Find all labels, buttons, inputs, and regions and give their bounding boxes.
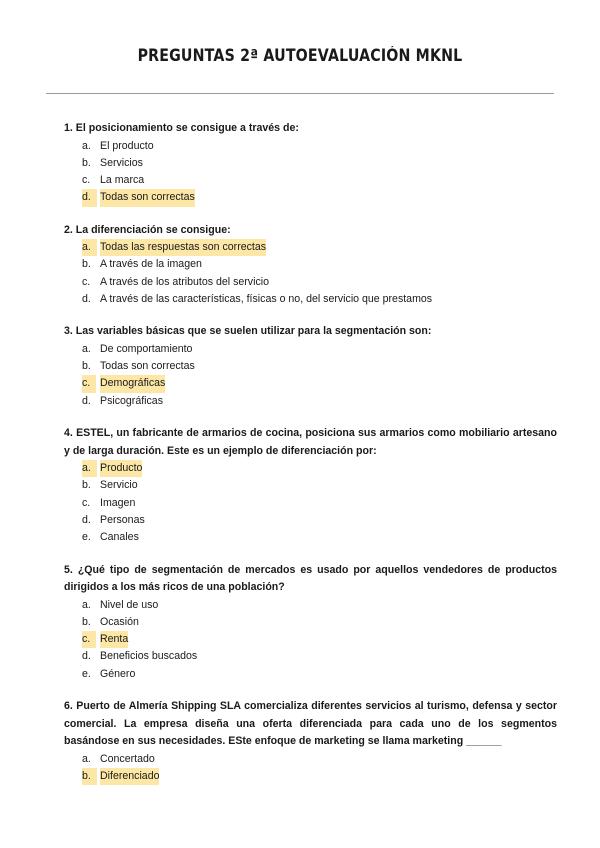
option-letter: b.: [82, 156, 91, 169]
question-text: 4. ESTEL, un fabricante de armarios de cocina, posiciona sus armarios como mobiliario artesano y de larga duración. Este es un ejemplo de diferenciación por:: [64, 427, 557, 457]
option-text: El producto: [100, 139, 154, 152]
option-a: [64, 460, 557, 477]
option-text: De comportamiento: [100, 342, 193, 355]
option-b: [64, 358, 557, 375]
option-e: [64, 529, 557, 546]
option-text: Personas: [100, 513, 145, 526]
question-list: [64, 120, 557, 800]
option-letter: d.: [82, 293, 91, 306]
option-text: Psicográficas: [100, 394, 163, 407]
question-text: 2. La diferenciación se consigue:: [64, 223, 231, 236]
option-letter: e.: [82, 667, 91, 680]
option-letter: c.: [82, 496, 91, 509]
option-e: [64, 666, 557, 683]
option-b: [64, 256, 557, 273]
option-letter: a.: [82, 342, 91, 355]
option-text: Ocasión: [100, 615, 139, 628]
option-text: Demográficas: [100, 375, 165, 392]
option-b: [64, 614, 557, 631]
option-d: [64, 648, 557, 665]
option-list: [64, 239, 557, 308]
option-letter: d.: [82, 394, 91, 407]
option-text: Todas son correctas: [100, 189, 195, 206]
option-b: [64, 768, 557, 785]
option-text: Servicios: [100, 156, 143, 169]
option-text: Todas las respuestas son correctas: [100, 239, 266, 256]
question-4: [64, 425, 557, 546]
option-a: [64, 138, 557, 155]
option-letter: a.: [82, 752, 91, 765]
option-c: [64, 375, 557, 392]
option-text: Diferenciado: [100, 768, 159, 785]
option-b: [64, 155, 557, 172]
option-text: A través de la imagen: [100, 258, 202, 271]
option-letter: d.: [82, 650, 91, 663]
option-letter: b.: [82, 479, 91, 492]
question-text: 6. Puerto de Almería Shipping SLA comercializa diferentes servicios al turismo, defensa y sector comercial. La empresa diseña una oferta diferenciada para cada uno de los segmentos basándose en sus necesidades. ESte enfoque de marketing se llama marketing ______: [64, 700, 557, 748]
option-letter: c.: [82, 375, 96, 392]
option-text: Canales: [100, 531, 139, 544]
option-letter: a.: [82, 239, 97, 256]
option-text: A través de los atributos del servicio: [100, 275, 269, 288]
option-list: [64, 138, 557, 207]
question-3: [64, 323, 557, 410]
option-letter: a.: [82, 460, 97, 477]
option-letter: c.: [82, 275, 91, 288]
option-list: [64, 341, 557, 410]
option-list: [64, 751, 557, 786]
option-a: [64, 341, 557, 358]
title-divider: [46, 93, 554, 94]
option-text: La marca: [100, 174, 145, 187]
option-letter: c.: [82, 631, 96, 648]
option-list: [64, 460, 557, 546]
option-letter: b.: [82, 258, 91, 271]
question-6: [64, 698, 557, 785]
option-c: [64, 274, 557, 291]
question-2: [64, 222, 557, 309]
option-list: [64, 597, 557, 683]
page-title: PREGUNTAS 2ª AUTOEVALUACIÓN MKNL: [137, 46, 463, 65]
option-a: [64, 597, 557, 614]
option-text: A través de las características, físicas o no, del servicio que prestamos: [100, 293, 433, 306]
option-text: Renta: [100, 631, 128, 648]
option-letter: e.: [82, 531, 91, 544]
option-letter: a.: [82, 598, 91, 611]
option-d: [64, 189, 557, 206]
question-text: 1. El posicionamiento se consigue a través de:: [64, 122, 299, 134]
option-text: Servicio: [100, 479, 138, 492]
option-text: Género: [100, 667, 136, 680]
option-text: Nivel de uso: [100, 598, 159, 611]
option-letter: d.: [82, 189, 97, 206]
option-d: [64, 291, 557, 308]
option-letter: a.: [82, 139, 91, 152]
option-text: Concertado: [100, 752, 155, 765]
option-text: Imagen: [100, 496, 136, 509]
option-letter: b.: [82, 360, 91, 373]
option-c: [64, 172, 557, 189]
question-text: 3. Las variables básicas que se suelen utilizar para la segmentación son:: [64, 325, 432, 338]
option-a: [64, 239, 557, 256]
option-letter: b.: [82, 768, 97, 785]
question-text: 5. ¿Qué tipo de segmentación de mercados es usado por aquellos vendedores de productos dirigidos a los más ricos de una población?: [64, 563, 557, 594]
option-b: [64, 477, 557, 494]
option-c: [64, 631, 557, 648]
option-text: Producto: [100, 460, 142, 477]
question-1: [64, 120, 557, 207]
option-a: [64, 751, 557, 768]
option-text: Beneficios buscados: [100, 650, 198, 663]
option-letter: c.: [82, 174, 91, 187]
option-c: [64, 495, 557, 512]
option-text: Todas son correctas: [100, 360, 195, 373]
option-d: [64, 393, 557, 410]
question-5: [64, 562, 557, 683]
option-letter: d.: [82, 513, 91, 526]
option-d: [64, 512, 557, 529]
option-letter: b.: [82, 615, 91, 628]
